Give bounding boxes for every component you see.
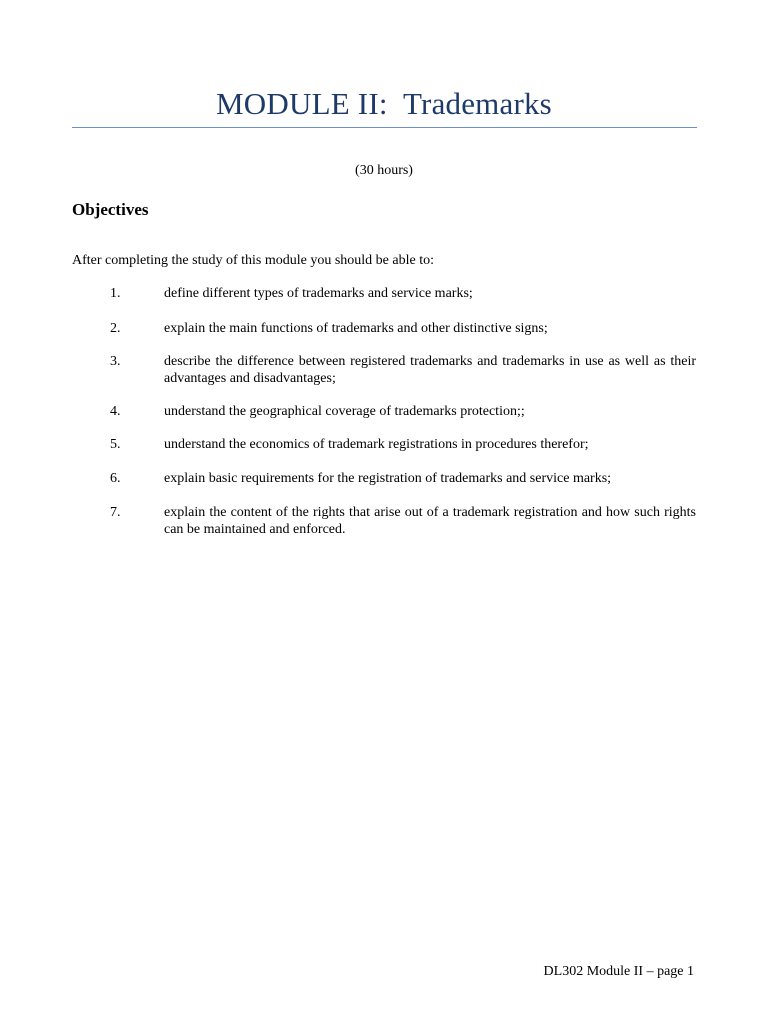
title-divider (72, 127, 697, 128)
page-footer: DL302 Module II – page 1 (543, 964, 694, 979)
objective-number: 5. (110, 437, 121, 452)
objective-text: explain the content of the rights that arise out of a trademark registration and how such rights can be maintained and enforced. (164, 505, 696, 537)
module-title: MODULE II: Trademarks (216, 86, 552, 121)
objective-text: explain basic requirements for the registration of trademarks and service marks; (164, 471, 612, 486)
objective-number: 4. (110, 404, 121, 419)
objective-text: explain the main functions of trademarks and other distinctive signs; (164, 321, 548, 336)
objective-number: 3. (110, 354, 121, 369)
section-heading: Objectives (72, 200, 149, 219)
objective-text: describe the difference between registered trademarks and trademarks in use as well as their advantages and disadvantages; (164, 354, 696, 386)
module-duration: (30 hours) (355, 163, 413, 178)
objective-text: define different types of trademarks and service marks; (164, 286, 473, 301)
objective-number: 1. (110, 286, 121, 301)
objective-text: understand the geographical coverage of trademarks protection;; (164, 404, 525, 419)
objective-number: 7. (110, 505, 121, 520)
objective-text: understand the economics of trademark registrations in procedures therefor; (164, 437, 589, 452)
objective-number: 6. (110, 471, 121, 486)
objective-number: 2. (110, 321, 121, 336)
intro-paragraph: After completing the study of this module you should be able to: (72, 253, 434, 268)
